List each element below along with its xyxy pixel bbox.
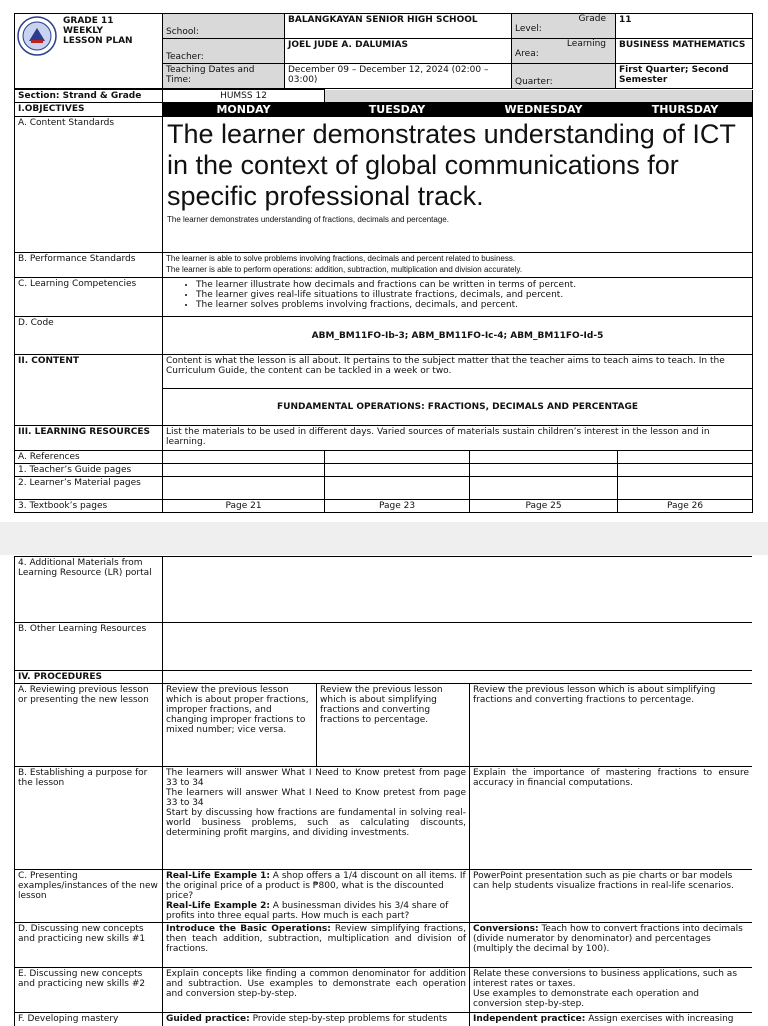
procedure-f-wednesday: Independent practice: Assign exercises with increasing — [470, 1013, 753, 1026]
empty-cell — [618, 464, 753, 477]
content-standards-cell — [163, 117, 753, 253]
empty-cell — [163, 451, 325, 464]
example-2-title: Real-Life Example 2: — [166, 901, 270, 911]
page-gap — [0, 522, 768, 555]
procedure-c-monday — [163, 870, 470, 923]
code-label: D. Code — [15, 317, 163, 355]
day-wednesday: WEDNESDAY — [470, 103, 618, 117]
header-table — [14, 13, 753, 89]
teacher-label: Teacher: — [163, 39, 285, 64]
quarter-label: Quarter: — [512, 64, 616, 89]
empty-cell — [325, 451, 470, 464]
grade-value: 11 — [616, 14, 753, 39]
procedures-heading: IV. PROCEDURES — [15, 671, 163, 684]
textbook-page-tuesday: Page 23 — [325, 500, 470, 513]
grade-label: Grade Level: — [512, 14, 616, 39]
resources-description: List the materials to be used in different days. Varied sources of materials sustain children’s interest in the lesson and in learning. — [163, 426, 753, 451]
empty-cell — [163, 623, 753, 671]
procedure-a-label: A. Reviewing previous lesson or presenting the new lesson — [15, 684, 163, 767]
code-value: ABM_BM11FO-Ib-3; ABM_BM11FO-Ic-4; ABM_BM11FO-Id-5 — [163, 317, 753, 355]
main-table-2 — [14, 556, 752, 1026]
references-label: A. References — [15, 451, 163, 464]
content-topic: FUNDAMENTAL OPERATIONS: FRACTIONS, DECIMALS AND PERCENTAGE — [163, 389, 753, 426]
additional-materials-label: 4. Additional Materials from Learning Resource (LR) portal — [15, 557, 163, 623]
procedure-e-label: E. Discussing new concepts and practicing new skills #2 — [15, 968, 163, 1013]
day-tuesday: TUESDAY — [325, 103, 470, 117]
procedure-a-monday: Review the previous lesson which is about proper fractions, improper fractions, and changing improper fractions to mixed number; vice versa. — [163, 684, 317, 767]
resources-heading: III. LEARNING RESOURCES — [15, 426, 163, 451]
competencies-label: C. Learning Competencies — [15, 278, 163, 317]
textbook-page-thursday: Page 26 — [618, 500, 753, 513]
section-value: HUMSS 12 — [163, 90, 325, 103]
section-label: Section: Strand & Grade — [15, 90, 163, 103]
competencies-list — [166, 280, 749, 310]
deped-seal-icon — [17, 16, 57, 56]
empty-cell — [470, 451, 618, 464]
main-table-1 — [14, 89, 753, 513]
empty-cell — [470, 464, 618, 477]
procedure-b-wednesday: Explain the importance of mastering fractions to ensure accuracy in financial computations. — [470, 767, 753, 870]
empty-cell — [163, 464, 325, 477]
empty-cell — [163, 557, 753, 623]
empty-cell — [618, 451, 753, 464]
textbook-page-wednesday: Page 25 — [470, 500, 618, 513]
objectives-heading: I.OBJECTIVES — [15, 103, 163, 117]
procedure-a-tuesday: Review the previous lesson which is about simplifying fractions and converting fractions to percentage. — [317, 684, 470, 767]
content-heading: II. CONTENT — [15, 355, 163, 389]
content-spacer — [15, 389, 163, 426]
competency-item: • The learner solves problems involving fractions, decimals, and percent. — [196, 300, 749, 310]
textbook-label: 3. Textbook’s pages — [15, 500, 163, 513]
textbook-page-monday: Page 21 — [163, 500, 325, 513]
area-value: BUSINESS MATHEMATICS — [616, 39, 753, 64]
other-resources-label: B. Other Learning Resources — [15, 623, 163, 671]
title-cell — [15, 14, 163, 89]
content-standards-label: A. Content Standards — [15, 117, 163, 253]
content-standards-big: The learner demonstrates understanding of ICT in the context of global communications for specific professional track. — [167, 119, 748, 212]
performance-label: B. Performance Standards — [15, 253, 163, 278]
day-monday: MONDAY — [163, 103, 325, 117]
procedure-a-wednesday: Review the previous lesson which is about simplifying fractions and converting fractions to percentage. — [470, 684, 753, 767]
empty-cell — [470, 477, 618, 500]
procedure-d-monday: Introduce the Basic Operations: Review simplifying fractions, then teach addition, subtraction, multiplication and division of fractions. — [163, 923, 470, 968]
procedure-d-label: D. Discussing new concepts and practicing new skills #1 — [15, 923, 163, 968]
day-thursday: THURSDAY — [618, 103, 753, 117]
plan-title: GRADE 11 WEEKLY LESSON PLAN — [17, 16, 160, 46]
empty-cell — [325, 477, 470, 500]
empty-cell — [325, 464, 470, 477]
procedure-b-label: B. Establishing a purpose for the lesson — [15, 767, 163, 870]
example-1-title: Real-Life Example 1: — [166, 871, 270, 881]
content-description: Content is what the lesson is all about. It pertains to the subject matter that the teacher aims to teach aims to teach. In the Curriculum Guide, the content can be tackled in a week or two. — [163, 355, 753, 389]
lesson-plan-page-2 — [14, 556, 752, 1026]
empty-cell — [163, 477, 325, 500]
performance-cell — [163, 253, 753, 278]
school-value: BALANGKAYAN SENIOR HIGH SCHOOL — [285, 14, 512, 39]
procedure-c-wednesday: PowerPoint presentation such as pie charts or bar models can help students visualize fractions in real-life scenarios. — [470, 870, 753, 923]
empty-cell — [618, 477, 753, 500]
performance-2: The learner is able to perform operations: addition, subtraction, multiplication and division accurately. — [166, 265, 749, 274]
competency-item: • The learner illustrate how decimals and fractions can be written in terms of percent. — [196, 280, 749, 290]
procedure-e-monday: Explain concepts like finding a common denominator for addition and subtraction. Use examples to demonstrate each operation and conversion step-by-step. — [163, 968, 470, 1013]
dates-value: December 09 – December 12, 2024 (02:00 – 03:00) — [285, 64, 512, 89]
performance-1: The learner is able to solve problems involving fractions, decimals and percent related to business. — [166, 254, 749, 263]
competency-item: • The learner gives real-life situations to illustrate fractions, decimals, and percent. — [196, 290, 749, 300]
quarter-value: First Quarter; Second Semester — [616, 64, 753, 89]
content-standards-small: The learner demonstrates understanding of fractions, decimals and percentage. — [167, 215, 748, 224]
procedure-f-monday: Guided practice: Provide step-by-step problems for students — [163, 1013, 470, 1026]
example-1-text: A shop offers a 1/4 discount on all items. If the original price of a product is ₱800, what is the discounted price? — [166, 871, 466, 901]
procedure-e-wednesday: Relate these conversions to business applications, such as interest rates or taxes. Use examples to demonstrate each operation and conversion step-by-step. — [470, 968, 753, 1013]
competencies-cell — [163, 278, 753, 317]
teacher-value: JOEL JUDE A. DALUMIAS — [285, 39, 512, 64]
dates-label: Teaching Dates and Time: — [163, 64, 285, 89]
procedure-b-monday: The learners will answer What I Need to Know pretest from page 33 to 34 The learners will answer What I Need to Know pretest from page 33 to 34 Start by discussing how fractions are fundamental in solving real-world business problems, such as calculating discounts, determining profit margins, and dividing investments. — [163, 767, 470, 870]
school-label: School: — [163, 14, 285, 39]
procedure-f-label: F. Developing mastery — [15, 1013, 163, 1026]
learners-material-label: 2. Learner’s Material pages — [15, 477, 163, 500]
area-label: Learning Area: — [512, 39, 616, 64]
lesson-plan-page-1 — [14, 13, 752, 521]
empty-cell — [163, 671, 753, 684]
procedure-c-label: C. Presenting examples/instances of the new lesson — [15, 870, 163, 923]
example-2-text: A businessman divides his 3/4 share of profits into three equal parts. How much is each part? — [166, 901, 448, 921]
teachers-guide-label: 1. Teacher’s Guide pages — [15, 464, 163, 477]
section-fill — [325, 90, 753, 103]
procedure-d-wednesday: Conversions: Teach how to convert fractions into decimals (divide numerator by denominator) and percentages (multiply the decimal by 100). — [470, 923, 753, 968]
